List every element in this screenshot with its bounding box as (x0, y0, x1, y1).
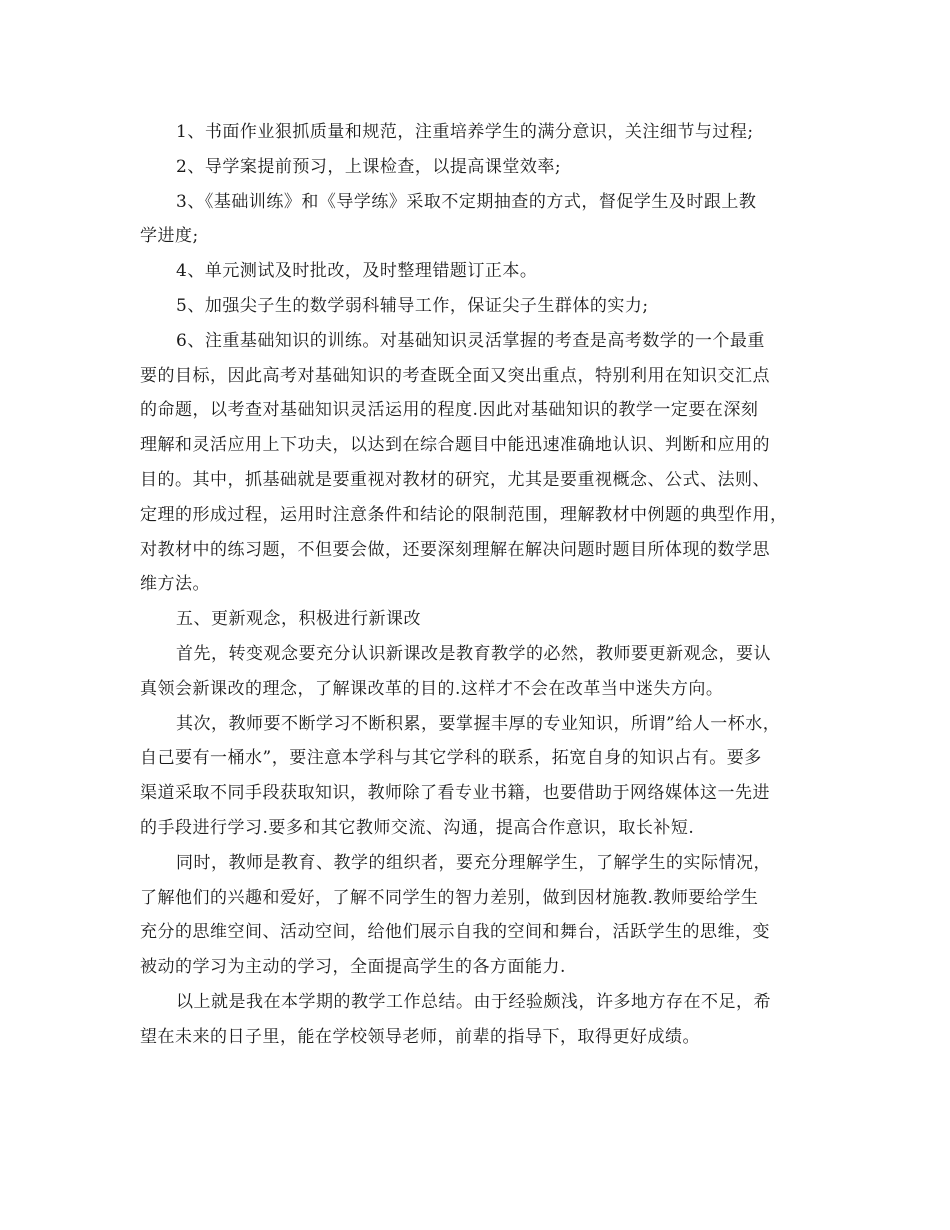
text-line: 要的目标，因此高考对基础知识的考查既全面又突出重点，特别利用在知识交汇点 (140, 365, 770, 386)
text-line: 目的。其中，抓基础就是要重视对教材的研究，尤其是要重视概念、公式、法则、 (140, 469, 770, 490)
text-line: 5、加强尖子生的数学弱科辅导工作，保证尖子生群体的实力; (176, 295, 649, 316)
text-line: 定理的形成过程，运用时注意条件和结论的限制范围，理解教材中例题的典型作用， (140, 504, 788, 525)
text-line: 理解和灵活应用上下功夫，以达到在综合题目中能迅速准确地认识、判断和应用的 (140, 435, 770, 456)
text-line: 首先，转变观念要充分认识新课改是教育教学的必然，教师要更新观念，要认 (176, 643, 771, 664)
text-line: 充分的思维空间、活动空间，给他们展示自我的空间和舞台，活跃学生的思维，变 (140, 922, 770, 943)
text-line: 被动的学习为主动的学习，全面提高学生的各方面能力. (140, 957, 566, 978)
text-line: 维方法。 (140, 574, 210, 595)
text-line: 1、书面作业狠抓质量和规范，注重培养学生的满分意识，关注细节与过程; (176, 122, 754, 142)
text-line: 的命题，以考查对基础知识灵活运用的程度.因此对基础知识的教学一定要在深刻 (140, 400, 759, 421)
document-body (140, 115, 810, 1055)
section-heading: 五、更新观念，积极进行新课改 (176, 609, 421, 630)
text-line: 自己要有一桶水”，要注意本学科与其它学科的联系，拓宽自身的知识占有。要多 (140, 748, 762, 769)
text-line: 渠道采取不同手段获取知识，教师除了看专业书籍，也要借助于网络媒体这一先进 (140, 783, 770, 804)
text-line: 3、《基础训练》和《导学练》采取不定期抽查的方式，督促学生及时跟上教 (176, 191, 757, 212)
text-line: 真领会新课改的理念，了解课改革的目的.这样才不会在改革当中迷失方向。 (140, 678, 724, 699)
text-line: 以上就是我在本学期的教学工作总结。由于经验颇浅，许多地方存在不足，希 (176, 991, 771, 1012)
text-line: 学进度; (140, 226, 199, 247)
text-line: 的手段进行学习.要多和其它教师交流、沟通，提高合作意识，取长补短. (140, 817, 695, 838)
text-line: 其次，教师要不断学习不断积累，要掌握丰厚的专业知识，所谓”给人一杯水， (176, 713, 781, 734)
text-line: 对教材中的练习题，不但要会做，还要深刻理解在解决问题时题目所体现的数学思 (140, 539, 770, 560)
text-line: 4、单元测试及时批改，及时整理错题订正本。 (176, 261, 538, 282)
text-line: 2、导学案提前预习，上课检查，以提高课堂效率; (176, 156, 562, 177)
text-line: 同时，教师是教育、教学的组织者，要充分理解学生，了解学生的实际情况， (176, 852, 771, 873)
text-line: 望在未来的日子里，能在学校领导老师，前辈的指导下，取得更好成绩。 (140, 1026, 700, 1047)
text-line: 了解他们的兴趣和爱好，了解不同学生的智力差别，做到因材施教.教师要给学生 (140, 887, 759, 908)
text-line: 6、注重基础知识的训练。对基础知识灵活掌握的考查是高考数学的一个最重 (176, 330, 765, 351)
